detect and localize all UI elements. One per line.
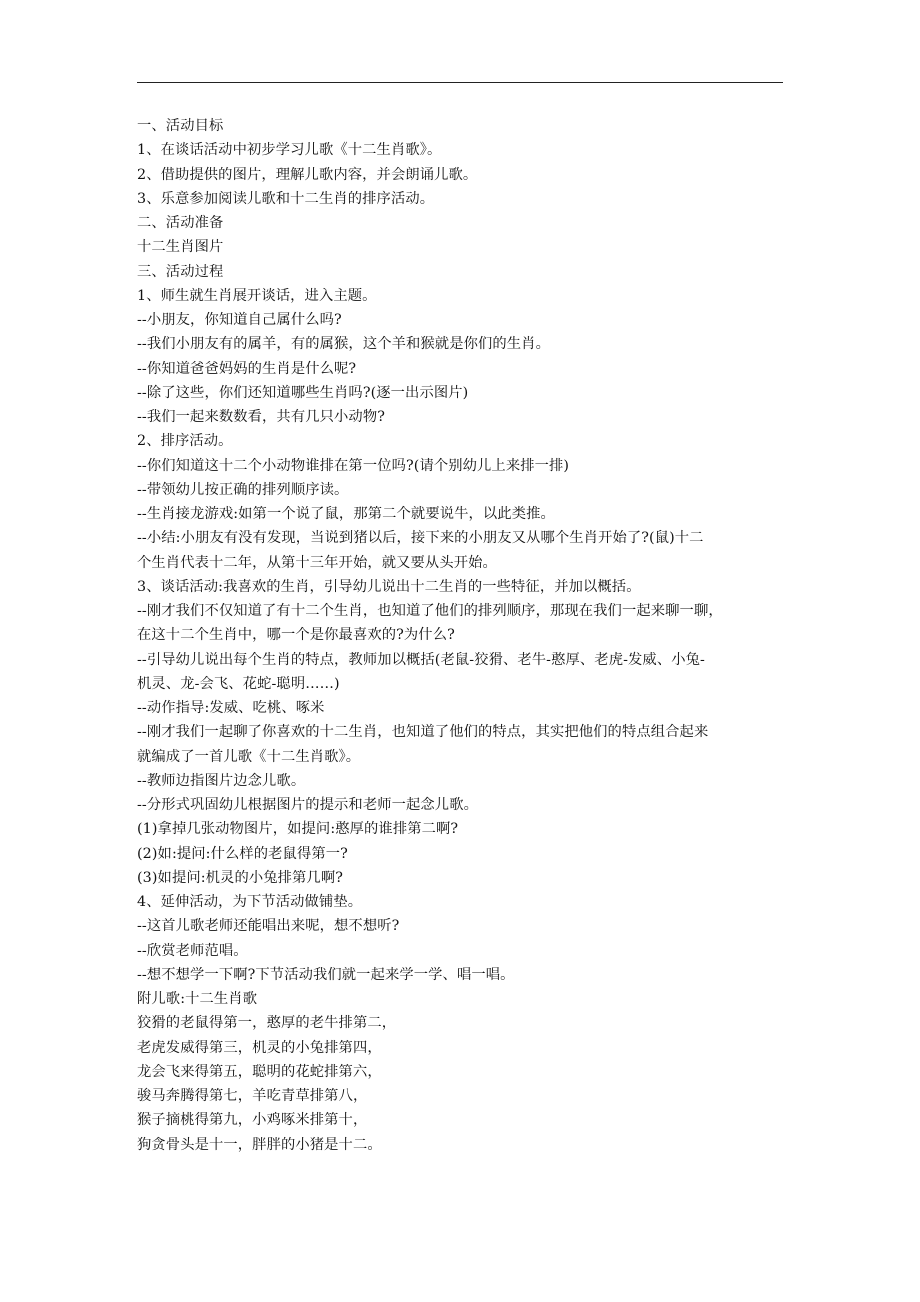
dialogue-line: --想不想学一下啊?下节活动我们就一起来学一学、唱一唱。 bbox=[137, 966, 515, 983]
dialogue-line: --刚才我们不仅知道了有十二个生肖，也知道了他们的排列顺序，那现在我们一起来聊一聊， bbox=[137, 603, 723, 619]
sub-question-1: (1)拿掉几张动物图片，如提问:憨厚的谁排第二啊? bbox=[137, 821, 459, 838]
heading-preparation: 二、活动准备 bbox=[137, 215, 224, 231]
dialogue-line: --我们一起来数数看，共有几只小动物? bbox=[137, 409, 385, 425]
song-verse-line: 龙会飞来得第五，聪明的花蛇排第六， bbox=[137, 1063, 382, 1080]
dialogue-line-continued: 就编成了一首儿歌《十二生肖歌》。 bbox=[137, 748, 361, 765]
dialogue-line: --分形式巩固幼儿根据图片的提示和老师一起念儿歌。 bbox=[137, 797, 478, 813]
dialogue-line: --教师边指图片边念儿歌。 bbox=[137, 772, 306, 789]
dialogue-line-continued: 个生肖代表十二年，从第十三年开始，就又要从头开始。 bbox=[137, 554, 497, 571]
preparation-text: 十二生肖图片 bbox=[137, 239, 224, 256]
dialogue-line: --小朋友，你知道自己属什么吗? bbox=[137, 312, 342, 328]
appendix-title: 附儿歌:十二生肖歌 bbox=[137, 991, 258, 1007]
dialogue-line: --小结:小朋友有没有发现，当说到猪以后，接下来的小朋友又从哪个生肖开始了?(鼠)十二 bbox=[137, 530, 704, 547]
goal-item-1: 1、在谈话活动中初步学习儿歌《十二生肖歌》。 bbox=[137, 142, 442, 159]
dialogue-line: --欣赏老师范唱。 bbox=[137, 942, 248, 959]
goal-item-2: 2、借助提供的图片，理解儿歌内容，并会朗诵儿歌。 bbox=[137, 166, 478, 183]
dialogue-line: --刚才我们一起聊了你喜欢的十二生肖，也知道了他们的特点，其实把他们的特点组合起来 bbox=[137, 724, 709, 741]
dialogue-line: --动作指导:发威、吃桃、啄米 bbox=[137, 700, 325, 716]
dialogue-line: --你知道爸爸妈妈的生肖是什么呢? bbox=[137, 360, 357, 377]
process-step-3: 3、谈话活动:我喜欢的生肖，引导幼儿说出十二生肖的一些特征，并加以概括。 bbox=[137, 578, 641, 595]
heading-goals: 一、活动目标 bbox=[137, 118, 224, 134]
dialogue-line-continued: 在这十二个生肖中，哪一个是你最喜欢的?为什么? bbox=[137, 627, 455, 644]
process-step-2: 2、排序活动。 bbox=[137, 433, 233, 450]
song-verse-line: 老虎发威得第三，机灵的小兔排第四， bbox=[137, 1039, 382, 1056]
song-verse-line: 骏马奔腾得第七，羊吃青草排第八， bbox=[137, 1088, 368, 1104]
sub-question-2: (2)如:提问:什么样的老鼠得第一? bbox=[137, 845, 348, 862]
dialogue-line: --你们知道这十二个小动物谁排在第一位吗?(请个别幼儿上来排一排) bbox=[137, 457, 570, 474]
dialogue-line: --我们小朋友有的属羊，有的属猴，这个羊和猴就是你们的生肖。 bbox=[137, 336, 550, 353]
process-step-4: 4、延伸活动，为下节活动做铺垫。 bbox=[137, 894, 363, 910]
dialogue-line: --这首儿歌老师还能唱出来呢，想不想听? bbox=[137, 918, 400, 935]
song-verse-line: 狡猾的老鼠得第一，憨厚的老牛排第二， bbox=[137, 1015, 397, 1032]
goal-item-3: 3、乐意参加阅读儿歌和十二生肖的排序活动。 bbox=[137, 190, 435, 207]
dialogue-line: --带领幼儿按正确的排列顺序读。 bbox=[137, 481, 349, 498]
song-verse-line: 狗贪骨头是十一，胖胖的小猪是十二。 bbox=[137, 1136, 382, 1153]
dialogue-line: --生肖接龙游戏:如第一个说了鼠，那第二个就要说牛，以此类推。 bbox=[137, 506, 555, 522]
heading-process: 三、活动过程 bbox=[137, 263, 224, 280]
dialogue-line: --除了这些，你们还知道哪些生肖吗?(逐一出示图片) bbox=[137, 384, 469, 401]
dialogue-line: --引导幼儿说出每个生肖的特点，教师加以概括(老鼠-狡猾、老牛-憨厚、老虎-发威、小兔- bbox=[137, 651, 705, 668]
document-body bbox=[137, 114, 787, 1157]
dialogue-line-continued: 机灵、龙-会飞、花蛇-聪明……) bbox=[137, 675, 340, 692]
process-step-1: 1、师生就生肖展开谈话，进入主题。 bbox=[137, 287, 377, 304]
sub-question-3: (3)如提问:机灵的小兔排第几啊? bbox=[137, 869, 343, 886]
song-verse-line: 猴子摘桃得第九，小鸡啄米排第十， bbox=[137, 1112, 368, 1129]
header-rule bbox=[137, 82, 783, 83]
